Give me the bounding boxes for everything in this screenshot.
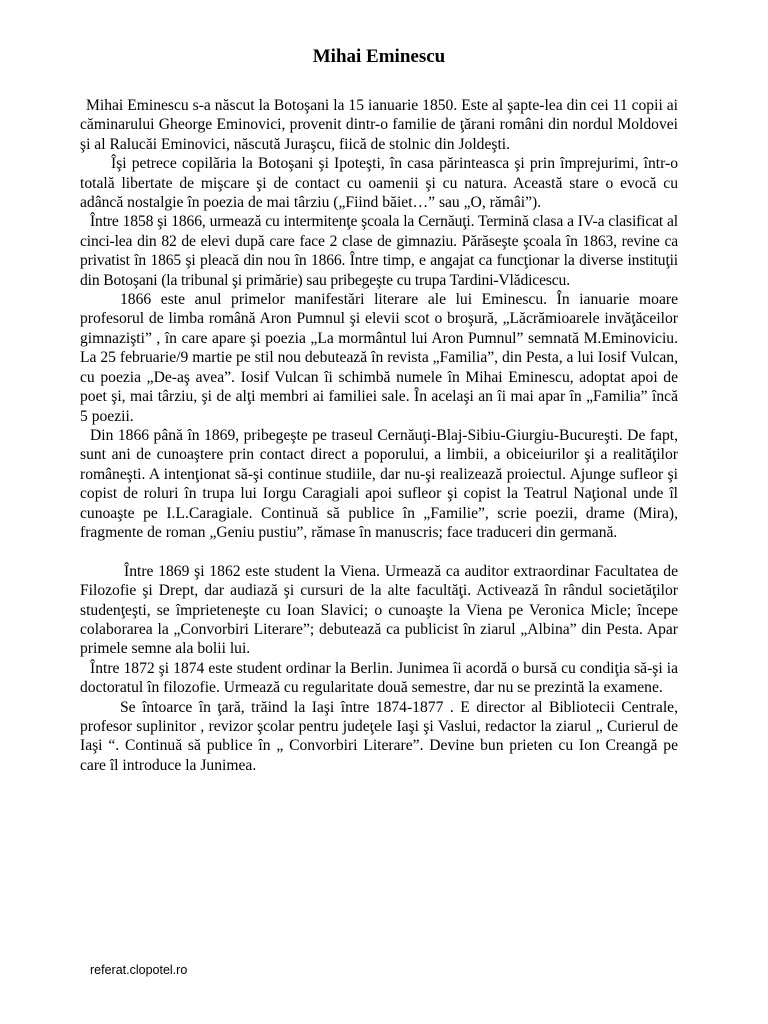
paragraph-debut: 1866 este anul primelor manifestări literare ale lui Eminescu. În ianuarie moare profesorul de limba română Aron Pumnul şi elevii scot o broşură, „Lăcrămioarele invăţăceilor gimnazişti” , în care apare şi poezia „La mormântul lui Aron Pumnul” semnată M.Eminoviciu. La 25 februarie/9 martie pe stil nou debutează în revista „Familia”, din Pesta, a lui Iosif Vulcan, cu poezia „De-aş avea”. Iosif Vulcan îi schimbă numele în Mihai Eminescu, adoptat apoi de poet şi, mai târziu, şi de alţi membri ai familiei sale. În acelaşi an îi mai apar în „Familia” încă 5 poezii. (80, 291, 678, 425)
paragraph-childhood: Îşi petrece copilăria la Botoşani şi Ipoteşti, în casa părinteasca şi prin împrejurimi, într-o totală libertate de mişcare şi de contact cu oamenii şi cu natura. Această stare o evocă cu adâncă nostalgie în poezia de mai târziu („Fiind băiet…” sau „O, rămâi”). (80, 155, 678, 212)
footer-source: referat.clopotel.ro (90, 963, 188, 977)
paragraph-birth: Mihai Eminescu s-a născut la Botoşani la 15 ianuarie 1850. Este al şapte-lea din cei 11 copii ai căminarului Gheorge Eminovici, provenit dintr-o familie de ţărani români din nordul Moldovei şi al Ralucăi Eminovici, născută Juraşcu, fiică de stolnic din Joldeşti. (80, 97, 678, 153)
paragraph-berlin: Între 1872 şi 1874 este student ordinar la Berlin. Junimea îi acordă o bursă cu condiţia să-şi ia doctoratul în filozofie. Urmează cu regularitate două semestre, dar nu se prezintă la examene. (80, 659, 678, 697)
paragraph-wandering: Din 1866 până în 1869, pribegeşte pe traseul Cernăuţi-Blaj-Sibiu-Giurgiu-Bucureşti. De fapt, sunt ani de cunoaştere prin contact direct a poporului, a limbii, a obiceiurilor şi a realităţilor româneşti. A intenţionat să-şi continue studiile, dar nu-şi realizează proiectul. Ajunge sufleor şi copist de roluri în trupa lui Iorgu Caragiali apoi sufleor şi copist la Teatrul Naţional unde îl cunoaşte pe I.L.Caragiale. Continuă să publice în „Familie”, scrie poezii, drame (Mira), fragmente de roman „Geniu pustiu”, rămase în manuscris; face traduceri din germană. (80, 426, 678, 541)
document-title: Mihai Eminescu (312, 46, 446, 67)
blank-line (80, 542, 678, 561)
paragraph-school: Între 1858 şi 1866, urmează cu intermitenţe şcoala la Cernăuţi. Termină clasa a IV-a clasificat al cinci-lea din 82 de elevi după care face 2 clase de gimnaziu. Părăseşte şcoala în 1863, revine ca privatist în 1865 şi pleacă din nou în 1866. Între timp, e angajat ca funcţionar la diverse instituţii din Botoşani (la tribunal şi primărie) sau pribegeşte cu trupa Tardini-Vlădicescu. (80, 213, 678, 289)
document-page (80, 40, 678, 775)
paragraph-iasi: Se întoarce în ţară, trăind la Iaşi între 1874-1877 . E director al Bibliotecii Centrale, profesor suplinitor , revizor şcolar pentru judeţele Iaşi şi Vaslui, redactor la ziarul „ Curierul de Iaşi “. Continuă să publice în „ Convorbiri Literare”. Devine bun prieten cu Ion Creangă pe care îl introduce la Junimea. (80, 698, 678, 774)
paragraph-vienna: Între 1869 şi 1862 este student la Viena. Urmează ca auditor extraordinar Facultatea de Filozofie şi Drept, dar audiază şi cursuri de la alte facultăţi. Activează în rândul societăţilor studenţeşti, se împrieteneşte cu Ioan Slavici; o cunoaşte la Viena pe Veronica Micle; începe colaborarea la „Convorbiri Literare”; debutează ca publicist în ziarul „Albina” din Pesta. Apar primele semne ala bolii lui. (80, 562, 678, 658)
